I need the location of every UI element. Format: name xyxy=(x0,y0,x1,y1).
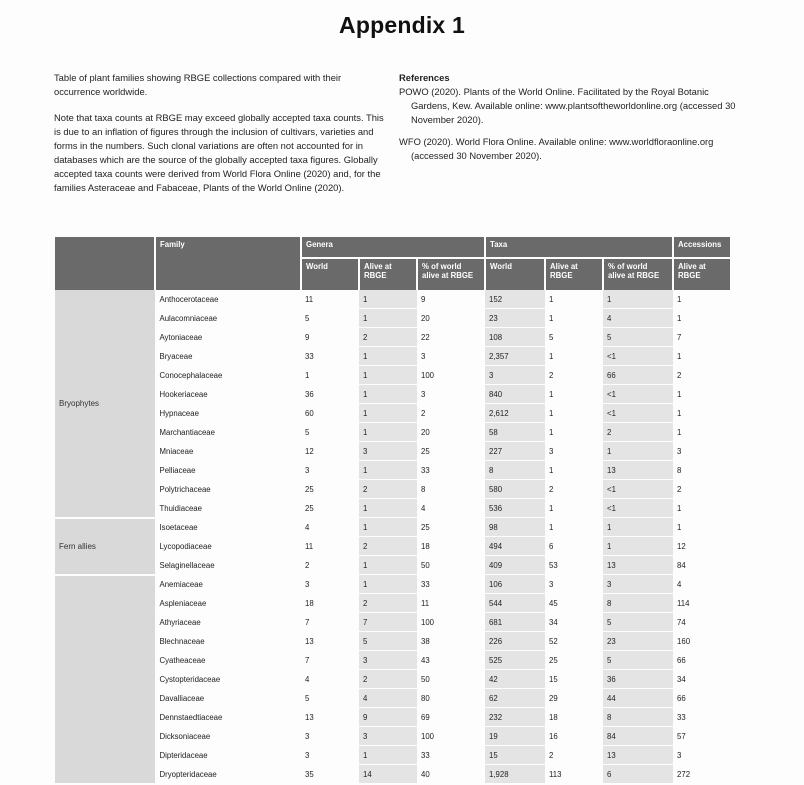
value-cell: 5 xyxy=(301,309,359,328)
header-accessions-alive: Alive at RBGE xyxy=(673,258,731,290)
intro-paragraph-2: Note that taxa counts at RBGE may exceed globally accepted taxa counts. This is due to an inflation of figures through the inclusion of cultivars, varieties and forms in the numbers. Such clonal variations are often not accounted for in databases which are the source of the globally accepted taxa figures. Globally accepted taxa counts were derived from World Flora Online (2020) and, for the families Asteraceae and Fabaceae, Plants of the World Online (2020). xyxy=(54,112,384,193)
value-cell: 272 xyxy=(673,765,731,784)
table-body xyxy=(55,290,731,784)
value-cell: 57 xyxy=(673,727,731,746)
value-cell: 1 xyxy=(603,442,673,461)
value-cell: 1 xyxy=(359,309,417,328)
value-cell: 1 xyxy=(673,423,731,442)
header-taxa-world: World xyxy=(485,258,545,290)
family-name-cell: Bryaceae xyxy=(155,347,301,366)
value-cell: 18 xyxy=(417,537,485,556)
value-cell: 8 xyxy=(485,461,545,480)
value-cell: 494 xyxy=(485,537,545,556)
value-cell: 25 xyxy=(545,651,603,670)
value-cell: 113 xyxy=(545,765,603,784)
value-cell: <1 xyxy=(603,480,673,499)
value-cell: 1 xyxy=(359,746,417,765)
value-cell: 2,612 xyxy=(485,404,545,423)
table-row xyxy=(55,309,731,328)
value-cell: 33 xyxy=(673,708,731,727)
value-cell: 33 xyxy=(417,746,485,765)
value-cell: 232 xyxy=(485,708,545,727)
table-row xyxy=(55,366,731,385)
value-cell: 34 xyxy=(545,613,603,632)
family-name-cell: Pelliaceae xyxy=(155,461,301,480)
value-cell: 4 xyxy=(359,689,417,708)
value-cell: 1 xyxy=(359,423,417,442)
value-cell: 1 xyxy=(359,347,417,366)
value-cell: 12 xyxy=(673,537,731,556)
value-cell: 9 xyxy=(301,328,359,347)
value-cell: 1 xyxy=(545,404,603,423)
table-row xyxy=(55,708,731,727)
value-cell: 2 xyxy=(545,366,603,385)
value-cell: 3 xyxy=(359,651,417,670)
value-cell: 69 xyxy=(417,708,485,727)
value-cell: 12 xyxy=(301,442,359,461)
value-cell: 44 xyxy=(603,689,673,708)
value-cell: 152 xyxy=(485,290,545,309)
value-cell: 9 xyxy=(417,290,485,309)
value-cell: 3 xyxy=(359,727,417,746)
value-cell: 7 xyxy=(673,328,731,347)
value-cell: 29 xyxy=(545,689,603,708)
value-cell: 13 xyxy=(301,708,359,727)
value-cell: 525 xyxy=(485,651,545,670)
table-row xyxy=(55,651,731,670)
value-cell: 3 xyxy=(673,746,731,765)
value-cell: 3 xyxy=(545,575,603,594)
references xyxy=(399,71,744,171)
family-name-cell: Aspleniaceae xyxy=(155,594,301,613)
family-name-cell: Lycopodiaceae xyxy=(155,537,301,556)
value-cell: 13 xyxy=(603,746,673,765)
value-cell: 5 xyxy=(301,689,359,708)
value-cell: 1 xyxy=(545,290,603,309)
value-cell: 3 xyxy=(301,461,359,480)
family-name-cell: Dipteridaceae xyxy=(155,746,301,765)
value-cell: <1 xyxy=(603,404,673,423)
value-cell: 11 xyxy=(301,290,359,309)
value-cell: 3 xyxy=(417,385,485,404)
intro-text xyxy=(54,71,384,207)
value-cell: 2 xyxy=(359,670,417,689)
value-cell: 2 xyxy=(359,480,417,499)
value-cell: 34 xyxy=(673,670,731,689)
value-cell: 1 xyxy=(359,404,417,423)
value-cell: 226 xyxy=(485,632,545,651)
value-cell: 74 xyxy=(673,613,731,632)
value-cell: 580 xyxy=(485,480,545,499)
table-row xyxy=(55,727,731,746)
value-cell: 106 xyxy=(485,575,545,594)
value-cell: 9 xyxy=(359,708,417,727)
header-taxa-pct: % of world alive at RBGE xyxy=(603,258,673,290)
value-cell: 681 xyxy=(485,613,545,632)
value-cell: 52 xyxy=(545,632,603,651)
value-cell: 1 xyxy=(673,309,731,328)
table-row xyxy=(55,499,731,518)
value-cell: 40 xyxy=(417,765,485,784)
value-cell: 19 xyxy=(485,727,545,746)
value-cell: 3 xyxy=(485,366,545,385)
value-cell: 1 xyxy=(603,537,673,556)
value-cell: 5 xyxy=(545,328,603,347)
value-cell: 1 xyxy=(603,290,673,309)
value-cell: 1 xyxy=(545,518,603,537)
value-cell: 36 xyxy=(603,670,673,689)
value-cell: 3 xyxy=(359,442,417,461)
family-name-cell: Isoetaceae xyxy=(155,518,301,537)
value-cell: 2 xyxy=(603,423,673,442)
table-row xyxy=(55,347,731,366)
value-cell: 11 xyxy=(301,537,359,556)
value-cell: 50 xyxy=(417,556,485,575)
value-cell: 84 xyxy=(673,556,731,575)
group-label: Fern allies xyxy=(55,518,155,575)
value-cell: 1,928 xyxy=(485,765,545,784)
value-cell: 33 xyxy=(301,347,359,366)
value-cell: 5 xyxy=(603,613,673,632)
value-cell: 1 xyxy=(359,556,417,575)
value-cell: 45 xyxy=(545,594,603,613)
value-cell: 4 xyxy=(603,309,673,328)
table-row xyxy=(55,518,731,537)
value-cell: 536 xyxy=(485,499,545,518)
family-name-cell: Cystopteridaceae xyxy=(155,670,301,689)
value-cell: 36 xyxy=(301,385,359,404)
value-cell: 66 xyxy=(603,366,673,385)
value-cell: 25 xyxy=(301,480,359,499)
table-row xyxy=(55,328,731,347)
value-cell: 58 xyxy=(485,423,545,442)
value-cell: 1 xyxy=(545,309,603,328)
references-heading: References xyxy=(399,72,450,83)
value-cell: 38 xyxy=(417,632,485,651)
value-cell: 18 xyxy=(301,594,359,613)
header-genera: Genera xyxy=(301,237,485,258)
value-cell: <1 xyxy=(603,499,673,518)
value-cell: 4 xyxy=(417,499,485,518)
value-cell: 22 xyxy=(417,328,485,347)
header-genera-pct: % of world alive at RBGE xyxy=(417,258,485,290)
value-cell: 16 xyxy=(545,727,603,746)
family-name-cell: Hypnaceae xyxy=(155,404,301,423)
value-cell: 20 xyxy=(417,423,485,442)
value-cell: 66 xyxy=(673,689,731,708)
family-name-cell: Hookeriaceae xyxy=(155,385,301,404)
value-cell: 8 xyxy=(603,594,673,613)
value-cell: 35 xyxy=(301,765,359,784)
value-cell: 2 xyxy=(301,556,359,575)
table-row xyxy=(55,746,731,765)
table-row xyxy=(55,632,731,651)
value-cell: 15 xyxy=(545,670,603,689)
value-cell: 1 xyxy=(673,518,731,537)
value-cell: 1 xyxy=(673,385,731,404)
value-cell: 114 xyxy=(673,594,731,613)
value-cell: 100 xyxy=(417,366,485,385)
value-cell: 1 xyxy=(545,499,603,518)
value-cell: 2 xyxy=(359,594,417,613)
value-cell: 1 xyxy=(545,385,603,404)
value-cell: 1 xyxy=(673,404,731,423)
value-cell: 1 xyxy=(673,290,731,309)
header-accessions: Accessions xyxy=(673,237,731,258)
value-cell: 33 xyxy=(417,461,485,480)
table-row xyxy=(55,461,731,480)
value-cell: 7 xyxy=(301,651,359,670)
family-name-cell: Selaginellaceae xyxy=(155,556,301,575)
value-cell: 98 xyxy=(485,518,545,537)
value-cell: 409 xyxy=(485,556,545,575)
group-label: Bryophytes xyxy=(55,290,155,518)
header-taxa: Taxa xyxy=(485,237,673,258)
value-cell: 3 xyxy=(603,575,673,594)
value-cell: 1 xyxy=(545,347,603,366)
value-cell: 66 xyxy=(673,651,731,670)
value-cell: 8 xyxy=(673,461,731,480)
value-cell: 62 xyxy=(485,689,545,708)
value-cell: 5 xyxy=(603,328,673,347)
family-name-cell: Marchantiaceae xyxy=(155,423,301,442)
value-cell: 108 xyxy=(485,328,545,347)
value-cell: 11 xyxy=(417,594,485,613)
family-name-cell: Aulacomniaceae xyxy=(155,309,301,328)
table-row xyxy=(55,423,731,442)
value-cell: 7 xyxy=(301,613,359,632)
value-cell: 33 xyxy=(417,575,485,594)
family-name-cell: Conocephalaceae xyxy=(155,366,301,385)
value-cell: <1 xyxy=(603,347,673,366)
value-cell: <1 xyxy=(603,385,673,404)
value-cell: 840 xyxy=(485,385,545,404)
reference-powo: POWO (2020). Plants of the World Online. Facilitated by the Royal Botanic Gardens, Kew. Available online: www.plantsoftheworldonline.org (accessed 30 November 2020). xyxy=(399,86,736,125)
family-name-cell: Polytrichaceae xyxy=(155,480,301,499)
families-table xyxy=(55,237,732,785)
value-cell: 1 xyxy=(359,385,417,404)
value-cell: 3 xyxy=(301,746,359,765)
family-name-cell: Aytoniaceae xyxy=(155,328,301,347)
value-cell: 18 xyxy=(545,708,603,727)
value-cell: 1 xyxy=(603,518,673,537)
page-title: Appendix 1 xyxy=(339,12,465,38)
value-cell: 2 xyxy=(545,746,603,765)
family-name-cell: Anemiaceae xyxy=(155,575,301,594)
table-row xyxy=(55,404,731,423)
family-name-cell: Athyriaceae xyxy=(155,613,301,632)
value-cell: 25 xyxy=(301,499,359,518)
family-name-cell: Cyatheaceae xyxy=(155,651,301,670)
family-name-cell: Anthocerotaceae xyxy=(155,290,301,309)
family-name-cell: Davalliaceae xyxy=(155,689,301,708)
value-cell: 20 xyxy=(417,309,485,328)
table-row xyxy=(55,613,731,632)
family-name-cell: Dennstaedtiaceae xyxy=(155,708,301,727)
header-blank xyxy=(55,237,155,290)
value-cell: 160 xyxy=(673,632,731,651)
family-name-cell: Mniaceae xyxy=(155,442,301,461)
value-cell: 1 xyxy=(545,423,603,442)
table-row xyxy=(55,594,731,613)
table-row xyxy=(55,689,731,708)
value-cell: 1 xyxy=(359,499,417,518)
value-cell: 7 xyxy=(359,613,417,632)
value-cell: 42 xyxy=(485,670,545,689)
value-cell: 8 xyxy=(603,708,673,727)
value-cell: 43 xyxy=(417,651,485,670)
header-genera-world: World xyxy=(301,258,359,290)
table-row xyxy=(55,290,731,309)
value-cell: 100 xyxy=(417,613,485,632)
family-name-cell: Dryopteridaceae xyxy=(155,765,301,784)
value-cell: 3 xyxy=(301,575,359,594)
table-row xyxy=(55,765,731,784)
value-cell: 544 xyxy=(485,594,545,613)
value-cell: 3 xyxy=(417,347,485,366)
value-cell: 13 xyxy=(603,461,673,480)
family-name-cell: Dicksoniaceae xyxy=(155,727,301,746)
value-cell: 50 xyxy=(417,670,485,689)
value-cell: 1 xyxy=(359,575,417,594)
value-cell: 6 xyxy=(603,765,673,784)
table-row xyxy=(55,537,731,556)
value-cell: 2 xyxy=(673,480,731,499)
value-cell: 23 xyxy=(603,632,673,651)
value-cell: 5 xyxy=(359,632,417,651)
value-cell: 3 xyxy=(673,442,731,461)
value-cell: 1 xyxy=(359,366,417,385)
family-name-cell: Blechnaceae xyxy=(155,632,301,651)
value-cell: 1 xyxy=(673,499,731,518)
value-cell: 13 xyxy=(301,632,359,651)
value-cell: 1 xyxy=(359,290,417,309)
value-cell: 53 xyxy=(545,556,603,575)
value-cell: 2 xyxy=(545,480,603,499)
table-row xyxy=(55,575,731,594)
table-row xyxy=(55,556,731,575)
value-cell: 13 xyxy=(603,556,673,575)
value-cell: 8 xyxy=(417,480,485,499)
value-cell: 3 xyxy=(545,442,603,461)
value-cell: 1 xyxy=(359,461,417,480)
value-cell: 23 xyxy=(485,309,545,328)
intro-paragraph-1: Table of plant families showing RBGE collections compared with their occurrence worldwide. xyxy=(54,72,342,97)
value-cell: 25 xyxy=(417,442,485,461)
header-family: Family xyxy=(155,237,301,290)
value-cell: 2 xyxy=(359,537,417,556)
group-label xyxy=(55,575,155,784)
table-row xyxy=(55,480,731,499)
value-cell: 1 xyxy=(301,366,359,385)
value-cell: 1 xyxy=(545,461,603,480)
reference-wfo: WFO (2020). World Flora Online. Available online: www.worldfloraonline.org (accessed 30 November 2020). xyxy=(399,136,714,161)
value-cell: 5 xyxy=(603,651,673,670)
value-cell: 227 xyxy=(485,442,545,461)
value-cell: 80 xyxy=(417,689,485,708)
family-name-cell: Thuidiaceae xyxy=(155,499,301,518)
value-cell: 4 xyxy=(301,518,359,537)
table-row xyxy=(55,442,731,461)
value-cell: 84 xyxy=(603,727,673,746)
value-cell: 5 xyxy=(301,423,359,442)
value-cell: 2 xyxy=(673,366,731,385)
value-cell: 2 xyxy=(417,404,485,423)
value-cell: 60 xyxy=(301,404,359,423)
header-genera-alive: Alive at RBGE xyxy=(359,258,417,290)
value-cell: 100 xyxy=(417,727,485,746)
value-cell: 25 xyxy=(417,518,485,537)
value-cell: 4 xyxy=(673,575,731,594)
value-cell: 2,357 xyxy=(485,347,545,366)
value-cell: 1 xyxy=(673,347,731,366)
header-taxa-alive: Alive at RBGE xyxy=(545,258,603,290)
value-cell: 15 xyxy=(485,746,545,765)
value-cell: 3 xyxy=(301,727,359,746)
value-cell: 1 xyxy=(359,518,417,537)
value-cell: 4 xyxy=(301,670,359,689)
table-row xyxy=(55,385,731,404)
value-cell: 2 xyxy=(359,328,417,347)
table-row xyxy=(55,670,731,689)
value-cell: 14 xyxy=(359,765,417,784)
value-cell: 6 xyxy=(545,537,603,556)
